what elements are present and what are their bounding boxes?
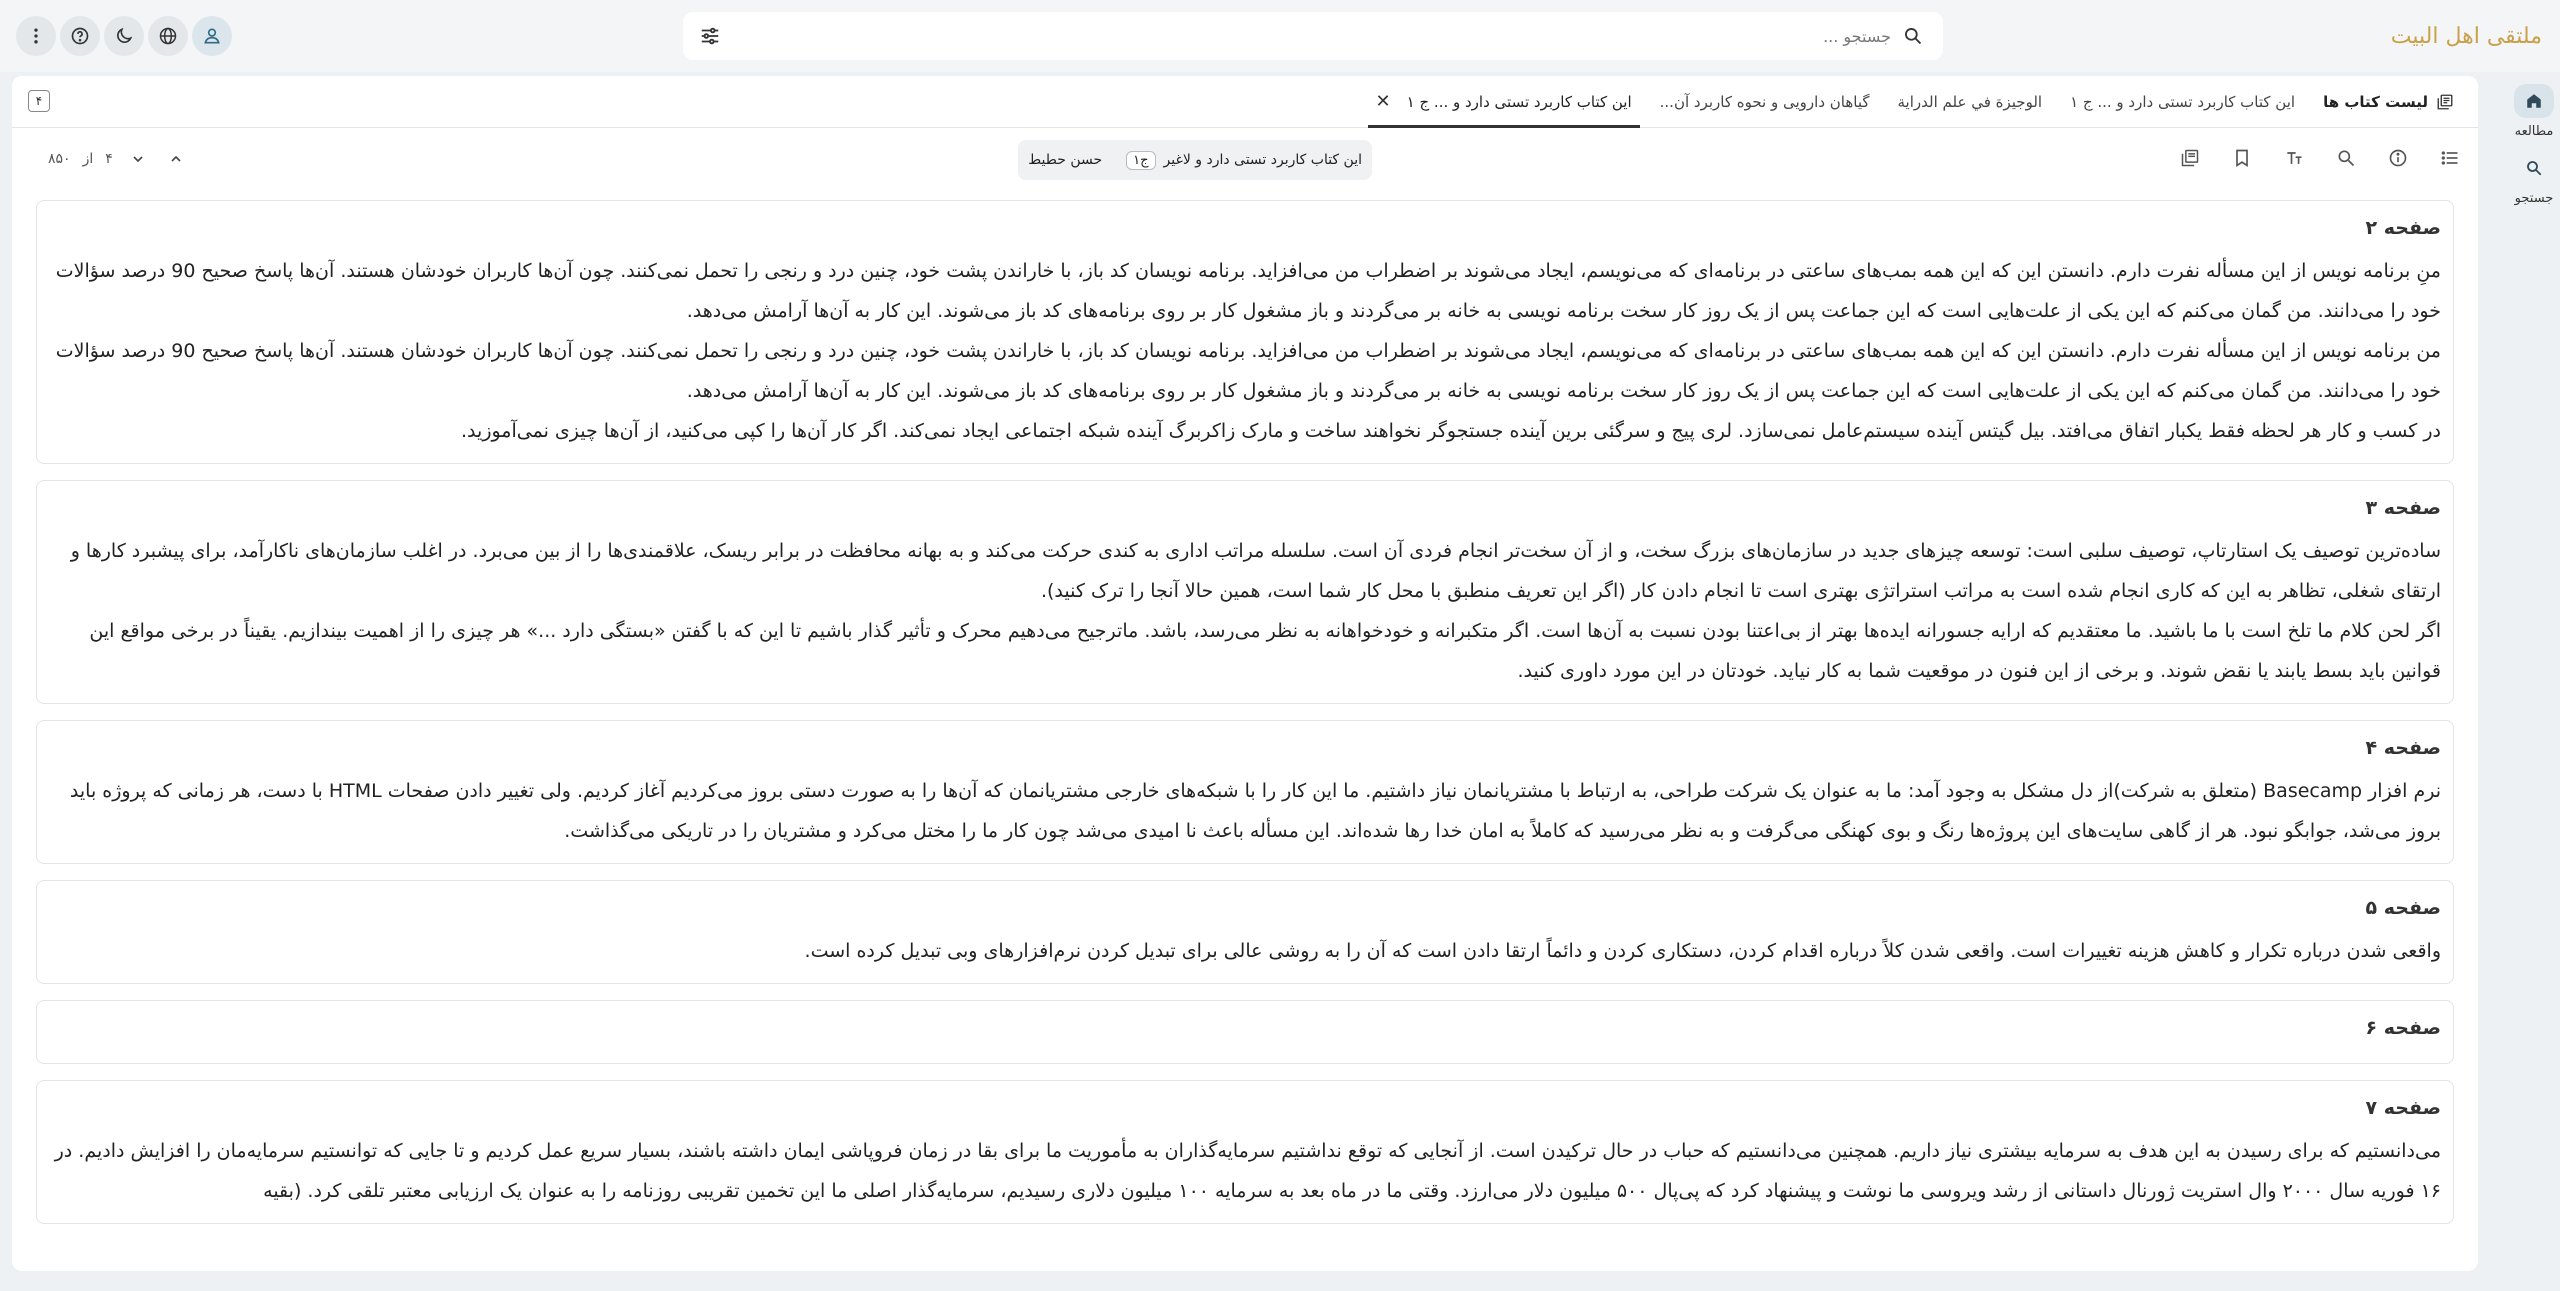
- user-icon: [202, 26, 222, 46]
- info-icon: [2388, 148, 2408, 168]
- text-size-icon: [2284, 148, 2304, 168]
- search-icon: [2525, 159, 2543, 177]
- rail-item-search[interactable]: [2508, 151, 2560, 206]
- paragraph: من برنامه نویس از این مسأله نفرت دارم. دانستن این که این همه بمب‌های ساعتی در برنامه‌ای که می‌نویسم، ایجاد می‌شوند بر اضطراب من می‌افزاید. برنامه نویسان کد باز، با خاراندن پشت خود، چنین درد و رنجی را تحمل نمی‌کنند. چون آن‌ها کاربران خودشان هستند. آن‌ها پاسخ صحیح 90 درصد سؤالات خود را می‌دانند. من گمان می‌کنم که این یکی از علت‌هایی است که این جماعت پس از یک روز کار سخت برنامه نویسی به خانه بر می‌گردند و باز مشغول کار بر روی برنامه‌های کد باز می‌شوند. این کار به آن‌ها آرامش می‌دهد.: [55, 340, 2441, 402]
- search-icon[interactable]: [1903, 26, 1923, 46]
- moon-icon: [114, 26, 134, 46]
- more-menu-button[interactable]: [16, 16, 56, 56]
- paragraph: اگر لحن کلام ما تلخ است با ما باشید. ما معتقدیم که ارایه جسورانه ایده‌ها بهتر از بی‌اعتنا بودن نسبت به آن‌ها است. اگر متکبرانه و خودخواهانه به نظر می‌رسد، باشد. ماترجیح می‌دهیم محرک و تأثیر گذار باشیم تا این که با گفتن «بستگی دارد ...» هر چیزی را از اهمیت بیندازیم. یقیناً در برخی مواقع این قوانین باید بسط یابند یا نقض شوند. و برخی از این فنون در موقعیت شما به کار نیاید. خودتان در این مورد داوری کنید.: [89, 620, 2441, 682]
- home-icon: [2525, 92, 2543, 110]
- list-icon: [2440, 148, 2460, 168]
- page-navigator: [48, 146, 189, 172]
- bookmark-icon: [2232, 148, 2252, 168]
- page-card: [36, 880, 2454, 984]
- tab-count-badge[interactable]: ۴: [28, 90, 50, 112]
- reader-toolbar: [12, 128, 2478, 188]
- chevron-down-icon: [130, 151, 146, 167]
- page-title: صفحه ۴: [2365, 737, 2441, 759]
- library-icon: [2436, 93, 2454, 111]
- help-icon: [70, 26, 90, 46]
- page-title: صفحه ۶: [2365, 1017, 2441, 1039]
- rail-item-label: جستجو: [2514, 191, 2554, 206]
- rail-item-study[interactable]: [2508, 84, 2560, 139]
- toc-button[interactable]: [2434, 142, 2466, 174]
- tab-label: الوجیزة في علم الدرایة: [1897, 93, 2043, 111]
- paragraph: واقعی شدن درباره تکرار و کاهش هزینه تغییرات است. واقعی شدن کلاً درباره اقدام کردن، دستکاری کردن و دائماً ارتقا دادن است که آن را به روشی عالی برای تبدیل کردن نرم‌افزارهای وبی تبدیل کرده است.: [804, 940, 2441, 962]
- page-card: [36, 720, 2454, 864]
- rail-search-icon-wrap: [2514, 151, 2554, 185]
- reader-tools: [2174, 142, 2466, 174]
- prev-page-button[interactable]: [163, 146, 189, 172]
- paragraph: در کسب و کار هر لحظه فقط یکبار اتفاق می‌افتد. بیل گیتس آینده سیستم‌عامل نمی‌سازد. لری پیج و سرگئی برین آینده جستجوگر نخواهند ساخت و مارک زاکربرگ آینده شبکه اجتماعی ایجاد نمی‌کند. اگر کار آن‌ها را کپی می‌کنید، از آن‌ها چیزی نمی‌آموزید.: [461, 420, 2441, 442]
- book-title: این کتاب کاربرد تستی دارد و لاغیر: [1163, 152, 1362, 168]
- account-button[interactable]: [192, 16, 232, 56]
- find-in-book-button[interactable]: [2330, 142, 2362, 174]
- search-bar: [683, 12, 1943, 60]
- tab-book[interactable]: [1646, 76, 1884, 128]
- library-icon: [2180, 148, 2200, 168]
- theme-toggle-button[interactable]: [104, 16, 144, 56]
- bookmark-button[interactable]: [2226, 142, 2258, 174]
- library-button[interactable]: [2174, 142, 2206, 174]
- page-card: [36, 200, 2454, 464]
- page-title: صفحه ۵: [2365, 897, 2441, 919]
- paragraph: می‌دانستیم که برای رسیدن به این هدف به سرمایه بیشتری نیاز داریم. همچنین می‌دانستیم که حباب در حال ترکیدن است. از آنجایی که توقع نداشتیم سرمایه‌گذاران به مأموریت ما برای بقا در زمان فروپاشی ایمان داشته باشند، بسیار سریع عمل کردیم و تا جایی که توانستیم سرمایه‌مان را افزایش دادیم. در ۱۶ فوریه سال ۲۰۰۰ وال استریت ژورنال داستانی از رشد ویروسی ما نوشت و پیشنهاد کرد که پی‌پال ۵۰۰ میلیون دلار می‌ارزد. وقتی ما در ماه بعد به سرمایه ۱۰۰ میلیون دلاری رسیدیم، سرمایه‌گذار اصلی ما این تخمین تقریبی روزنامه را به عنوان یک ارزیابی معتبر تلقی کرد. (بقیه: [54, 1140, 2441, 1202]
- book-title-chip[interactable]: [1018, 140, 1372, 180]
- book-author: حسن حطیط: [1028, 152, 1103, 168]
- reader-panel: [12, 76, 2478, 1271]
- page-of-label: از: [82, 151, 94, 167]
- paragraph: نرم افزار Basecamp (متعلق به شرکت)از دل مشکل به وجود آمد: ما به عنوان یک شرکت طراحی، به ارتباط با مشتریانمان نیاز داشتیم. ما این کار را با شبکه‌های خارجی مشتریانمان که آن‌ها را به صورت دستی بروز می‌کردیم آغاز کردیم. ولی تغییر دادن صفحات HTML با دست، هر زمانی که پروژه باید بروز می‌شد، جوابگو نبود. هر از گاهی سایت‌های این پروژه‌ها رنگ و بوی کهنگی می‌گرفت و به نظر می‌رسید که کاملاً به امان خدا رها شده‌اند. این مسأله باعث نا امیدی می‌شد چون کار ما را مختل می‌کرد و مشتریان را در تاریکی می‌گذاشت.: [69, 780, 2441, 842]
- more-vertical-icon: [26, 26, 46, 46]
- page-card: [36, 1080, 2454, 1224]
- paragraph: ساده‌ترین توصیف یک استارتاپ، توصیف سلبی است: توسعه چیزهای جدید در سازمان‌های بزرگ سخت، و از آن سخت‌تر انجام فردی آن است. سلسله مراتب اداری به کندی حرکت می‌کند و به بهانه محافظت در برابر ریسک، علاقمندی‌ها را از بین می‌برد. در اغلب سازمان‌های ناکارآمد، برای پیشبرد کارها و ارتقای شغلی، تظاهر به این که کاری انجام شده است به مراتب استراتژی بهتری است تا انجام دادن کار (اگر این تعریف منطبق با محل کار شما است، همین حالا آنجا را ترک کنید).: [70, 540, 2441, 602]
- paragraph: منِ برنامه نویس از این مسأله نفرت دارم. دانستن این که این همه بمب‌های ساعتی در برنامه‌ای که می‌نویسم، ایجاد می‌شوند بر اضطراب من می‌افزاید. برنامه نویسان کد باز، با خاراندن پشت خود، چنین درد و رنجی را تحمل نمی‌کنند. چون آن‌ها کاربران خودشان هستند. آن‌ها پاسخ صحیح 90 درصد سؤالات خود را می‌دانند. من گمان می‌کنم که این یکی از علت‌هایی است که این جماعت پس از یک روز کار سخت برنامه نویسی به خانه بر می‌گردند و باز مشغول کار بر روی برنامه‌های کد باز می‌شوند. این کار به آن‌ها آرامش می‌دهد.: [55, 260, 2441, 322]
- book-title-group: [1116, 140, 1372, 180]
- page-title: صفحه ۳: [2365, 497, 2441, 519]
- tab-book-active[interactable]: [1362, 76, 1646, 128]
- info-button[interactable]: [2382, 142, 2414, 174]
- tab-book-list[interactable]: [2309, 76, 2468, 128]
- page-total: ۸۵۰: [48, 151, 71, 167]
- tab-bar: [12, 76, 2478, 128]
- book-content: [12, 200, 2478, 1271]
- page-title: صفحه ۷: [2365, 1097, 2441, 1119]
- top-bar: [0, 0, 2560, 72]
- chevron-up-icon: [168, 151, 184, 167]
- tab-label: این کتاب کاربرد تستی دارد و ... ج ۱: [2070, 93, 2296, 111]
- tab-book[interactable]: [1884, 76, 2057, 128]
- language-button[interactable]: [148, 16, 188, 56]
- nav-rail: [2508, 72, 2560, 1291]
- search-icon: [2336, 148, 2356, 168]
- volume-badge: ج۱: [1126, 151, 1155, 170]
- tab-label: گیاهان دارویی و نحوه کاربرد آن...: [1659, 93, 1870, 111]
- app-logo[interactable]: [2390, 10, 2548, 62]
- tab-book[interactable]: [2056, 76, 2309, 128]
- logo-text: ملتقى اهل البيت: [2390, 23, 2542, 49]
- next-page-button[interactable]: [125, 146, 151, 172]
- font-size-button[interactable]: [2278, 142, 2310, 174]
- help-button[interactable]: [60, 16, 100, 56]
- page-card: [36, 480, 2454, 704]
- tab-label: این کتاب کاربرد تستی دارد و ... ج ۱: [1406, 93, 1632, 111]
- filter-icon[interactable]: [699, 25, 721, 47]
- tab-list: [1362, 76, 2468, 128]
- rail-study-icon-wrap: [2514, 84, 2554, 118]
- close-icon[interactable]: ✕: [1375, 91, 1391, 112]
- top-actions: [16, 16, 232, 56]
- page-current[interactable]: ۴: [105, 151, 113, 167]
- tab-label: لیست کتاب ها: [2323, 93, 2428, 111]
- page-card: [36, 1000, 2454, 1064]
- rail-item-label: مطالعه: [2514, 124, 2554, 139]
- page-title: صفحه ۲: [2365, 217, 2441, 239]
- search-input[interactable]: [791, 22, 1891, 50]
- globe-icon: [158, 26, 178, 46]
